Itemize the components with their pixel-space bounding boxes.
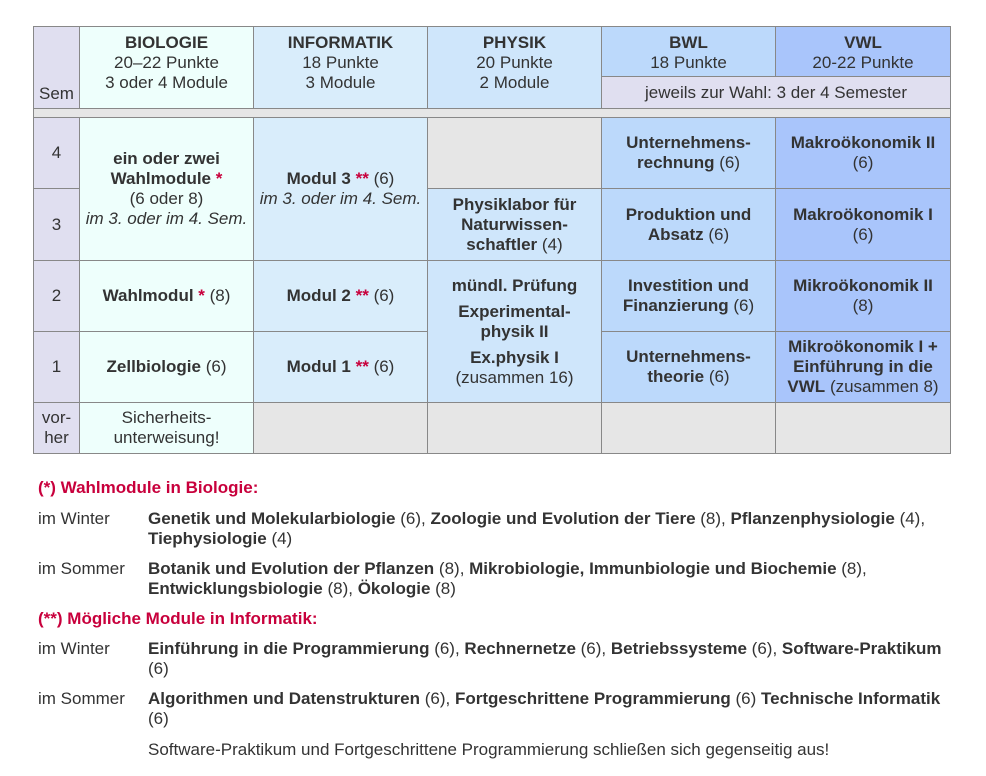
bwl-s4-title: Unternehmens-rechnung [626,133,751,172]
phy-vorher-empty [428,403,602,454]
module-name: Fortgeschrittene Programmierung [454,689,731,708]
wahl-note: jeweils zur Wahl: 3 der 4 Semester [602,77,951,109]
bwl-s1-points: (6) [708,367,730,386]
bio-sem-1 [80,332,254,403]
module-name: Mikrobiologie, Immunbiologie und Biochemie [469,559,837,578]
inf-sem-2 [254,261,428,332]
header-physik-name: PHYSIK [482,33,547,52]
bio-winter-list [148,509,948,549]
inf-winter-row [38,639,948,679]
vwl-s2-title: Mikroökonomik II [793,276,933,295]
inf-vorher-empty [254,403,428,454]
module-points: (6) [730,689,762,708]
bio-sem-3-4 [80,118,254,261]
header-bwl [602,27,776,77]
module-points: (6) [148,709,169,728]
bio-s2-points: (8) [209,286,231,305]
header-bwl-points: 18 Punkte [650,53,727,72]
vwl-sem-1 [776,332,951,403]
vwl-s2-points: (8) [852,296,874,315]
inf-s1-title: Modul 1 [286,357,351,376]
sem-4: 4 [34,118,80,189]
inf-sem-3-4 [254,118,428,261]
inf-s34-title: Modul 3 [286,169,351,188]
vwl-sem-2 [776,261,951,332]
header-vwl-name: VWL [844,33,882,52]
inf-sommer-row [38,689,948,729]
header-biologie-points: 20–22 Punkte [114,53,219,72]
inf-sem-1 [254,332,428,403]
header-vwl-points: 20-22 Punkte [812,53,914,72]
bio-sem-2 [80,261,254,332]
inf-s34-points: (6) [373,169,395,188]
bio-winter-row [38,509,948,549]
bio-s1-points: (6) [205,357,227,376]
bio-sommer-list [148,559,948,599]
vwl-vorher-empty [776,403,951,454]
bwl-s3-points: (6) [708,224,730,244]
bwl-s2-points: (6) [733,296,755,315]
module-points: (6) [148,659,169,678]
inf-sommer-label: im Sommer [38,689,125,708]
header-informatik [254,27,428,109]
module-name: Genetik und Molekularbiologie [148,509,396,528]
inf-sommer-list [148,689,948,729]
inf-s34-star: ** [355,169,369,188]
module-points: (8), [695,509,731,528]
bio-s2-star: * [198,286,205,305]
bwl-s3-title: Produktion und Absatz [625,204,752,244]
module-points: (8), [836,559,867,578]
vwl-s4-points: (6) [852,153,874,172]
inf-s34-note: im 3. oder im 4. Sem. [259,189,422,208]
bwl-s4-points: (6) [719,153,740,172]
inf-note-title: (**) Mögliche Module in Informatik: [38,609,318,628]
module-points: (6), [420,689,455,708]
header-bwl-name: BWL [669,33,708,52]
bio-s2-title: Wahlmodul [102,286,194,305]
header-informatik-modules: 3 Module [305,73,376,92]
module-points: (6), [746,639,782,658]
vwl-s4-title: Makroökonomik II [790,133,936,152]
inf-winter-list [148,639,948,679]
module-name: Einführung in die Programmierung [148,639,430,658]
study-plan-table [33,26,951,454]
sem-2: 2 [34,261,80,332]
header-physik-modules: 2 Module [479,73,550,92]
header-biologie [80,27,254,109]
phy-sem-3 [428,189,602,261]
inf-winter-label: im Winter [38,639,110,658]
bwl-sem-3 [602,189,776,261]
inf-s2-title: Modul 2 [286,286,351,305]
inf-remark-row [38,740,948,760]
module-name: Rechnernetze [464,639,576,658]
bwl-s2-title: Investition und Finanzierung [622,276,749,315]
header-biologie-name: BIOLOGIE [124,33,209,52]
header-informatik-points: 18 Punkte [302,53,379,72]
inf-s2-star: ** [355,286,369,305]
header-physik-points: 20 Punkte [476,53,553,72]
vwl-s3-title: Makroökonomik I [793,204,933,224]
bio-s1-title: Zellbiologie [106,357,201,376]
separator-row [34,109,951,118]
sem-vorher: vor- her [34,403,80,454]
module-name: Ökologie [357,579,431,598]
inf-remark: Software-Praktikum und Fortgeschrittene Programmierung schließen sich gegenseitig aus! [148,740,830,759]
header-sem: Sem [34,27,80,109]
vwl-s1-points: (zusammen 8) [829,377,939,396]
phy-s12-module-1: Ex.physik I [470,347,559,367]
module-name: Technische Informatik [761,689,941,708]
module-points: (6), [395,509,431,528]
inf-s1-points: (6) [373,357,395,376]
bwl-sem-1 [602,332,776,403]
bio-vorher: Sicherheits- unterweisung! [80,403,254,454]
header-informatik-name: INFORMATIK [287,33,394,52]
footnotes [38,478,948,760]
phy-sem-4-empty [428,118,602,189]
bio-note-title: (*) Wahlmodule in Biologie: [38,478,259,497]
phy-s3-points: (4) [541,234,563,254]
module-points: (6), [429,639,465,658]
bio-s34-title: ein oder zwei Wahlmodule [110,149,220,188]
bwl-s1-title: Unternehmens-theorie [626,347,751,386]
module-points: (8) [430,579,456,598]
bio-s34-star: * [215,169,223,188]
module-name: Entwicklungsbiologie [148,579,323,598]
vwl-sem-3 [776,189,951,261]
bwl-vorher-empty [602,403,776,454]
module-name: Software-Praktikum [781,639,942,658]
vwl-s1-title: Mikroökonomik I + Einführung in die VWL [787,337,938,396]
bio-winter-label: im Winter [38,509,110,528]
module-name: Pflanzenphysiologie [730,509,895,528]
phy-s3-title: Physiklabor für Naturwissen-schaftler [452,194,577,254]
module-points: (8), [434,559,470,578]
bio-s34-points: (6 oder 8) [129,189,204,208]
phy-s12-points: (zusammen 16) [455,367,574,387]
sem-3: 3 [34,189,80,261]
header-biologie-modules: 3 oder 4 Module [105,73,228,92]
vwl-s3-points: (6) [852,224,874,244]
module-points: (4) [266,529,293,548]
module-name: Algorithmen und Datenstrukturen [148,689,421,708]
header-physik [428,27,602,109]
phy-s12-exam: mündl. Prüfung [451,275,578,295]
module-name: Betriebssysteme [610,639,747,658]
sem-1: 1 [34,332,80,403]
module-points: (6), [575,639,611,658]
module-name: Botanik und Evolution der Pflanzen [148,559,435,578]
bwl-sem-4 [602,118,776,189]
bio-sommer-row [38,559,948,599]
module-points: (8), [322,579,358,598]
module-name: Zoologie und Evolution der Tiere [430,509,696,528]
bwl-sem-2 [602,261,776,332]
inf-s2-points: (6) [373,286,395,305]
vwl-sem-4 [776,118,951,189]
header-vwl [776,27,951,77]
module-name: Tiephysiologie [148,529,267,548]
module-points: (4), [894,509,926,528]
bio-s34-note: im 3. oder im 4. Sem. [85,209,248,228]
phy-s12-module-2: Experimental-physik II [458,301,571,341]
inf-s1-star: ** [355,357,369,376]
phy-sem-1-2 [428,261,602,403]
bio-sommer-label: im Sommer [38,559,125,578]
